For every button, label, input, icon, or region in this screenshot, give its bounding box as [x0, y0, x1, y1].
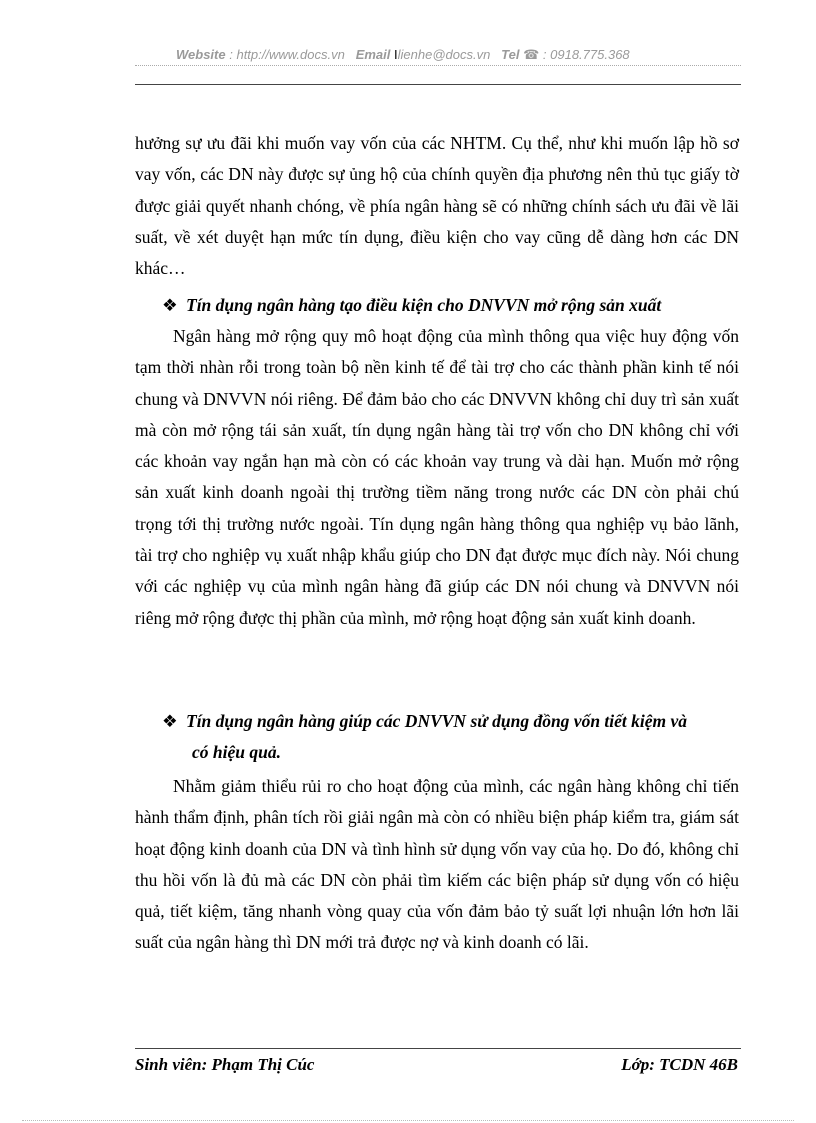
page-header	[176, 47, 736, 63]
header-rule	[135, 84, 741, 85]
tel-value: : 0918.775.368	[542, 47, 630, 62]
diamond-bullet-icon: ❖	[162, 295, 178, 315]
text-cursor-icon: I	[394, 47, 398, 62]
footer-student: Sinh viên: Phạm Thị Cúc	[135, 1055, 315, 1074]
section-heading-1	[162, 290, 742, 321]
body-paragraph-3: Nhằm giảm thiểu rủi ro cho hoạt động của mình, các ngân hàng không chỉ tiến hành thẩm định, phân tích rồi giải ngân mà còn có nhiều biện pháp kiểm tra, giám sát hoạt động kinh doanh của DN và tình hình sử dụng vốn vay của họ. Do đó, không chỉ thu hồi vốn là đủ mà các DN còn phải tìm kiếm các biện pháp sử dụng vốn có hiệu quả, tiết kiệm, tăng nhanh vòng quay của vốn đảm bảo tỷ suất lợi nhuận lớn hơn lãi suất của ngân hàng thì DN mới trả được nợ và kinh doanh có lãi.	[135, 776, 739, 953]
section-heading-2	[162, 706, 742, 769]
tel-label: Tel ☎	[501, 47, 540, 62]
section-heading-2-text: Tín dụng ngân hàng giúp các DNVVN sử dụng đồng vốn tiết kiệm và	[186, 711, 688, 731]
section-heading-1-text: Tín dụng ngân hàng tạo điều kiện cho DNVVN mở rộng sản xuất	[186, 295, 662, 315]
footer-rule	[135, 1048, 741, 1049]
page-bottom-dotted-rule	[22, 1120, 794, 1121]
email-value[interactable]: lienhe@docs.vn	[397, 47, 491, 62]
footer-class: Lớp: TCDN 46B	[621, 1055, 738, 1074]
section-heading-2-text-cont: có hiệu quả.	[192, 742, 281, 763]
body-paragraph-2: Ngân hàng mở rộng quy mô hoạt động của mình thông qua việc huy động vốn tạm thời nhàn rỗi trong toàn bộ nền kinh tế để tài trợ cho các thành phần kinh tế nói chung và DNVVN nói riêng. Để đảm bảo cho các DNVVN không chỉ duy trì sản xuất mà còn mở rộng tái sản xuất, tín dụng ngân hàng tài trợ vốn cho DN không chỉ với các khoản vay ngắn hạn mà còn có các khoản vay trung và dài hạn. Muốn mở rộng sản xuất kinh doanh ngoài thị trường tiềm năng trong nước các DN còn phải chú trọng tới thị trường nước ngoài. Tín dụng ngân hàng thông qua nghiệp vụ bảo lãnh, tài trợ cho nghiệp vụ xuất nhập khẩu giúp cho DN đạt được mục đích này. Nói chung với các nghiệp vụ của mình ngân hàng đã giúp các DN nói chung và DNVVN nói riêng mở rộng được thị phần của mình, mở rộng hoạt động sản xuất kinh doanh.	[135, 326, 739, 628]
header-dotted-rule	[135, 65, 741, 66]
website-value[interactable]: : http://www.docs.vn	[229, 47, 345, 62]
email-label: Email	[355, 47, 391, 62]
diamond-bullet-icon: ❖	[162, 711, 178, 731]
website-label: Website	[176, 47, 226, 62]
body-paragraph-1: hưởng sự ưu đãi khi muốn vay vốn của các NHTM. Cụ thể, như khi muốn lập hồ sơ vay vốn, các DN này được sự ủng hộ của chính quyền địa phương nên thủ tục giấy tờ được giải quyết nhanh chóng, về phía ngân hàng sẽ có những chính sách ưu đãi về lãi suất, về xét duyệt hạn mức tín dụng, điều kiện cho vay cũng dễ dàng hơn các DN khác…	[135, 133, 739, 279]
